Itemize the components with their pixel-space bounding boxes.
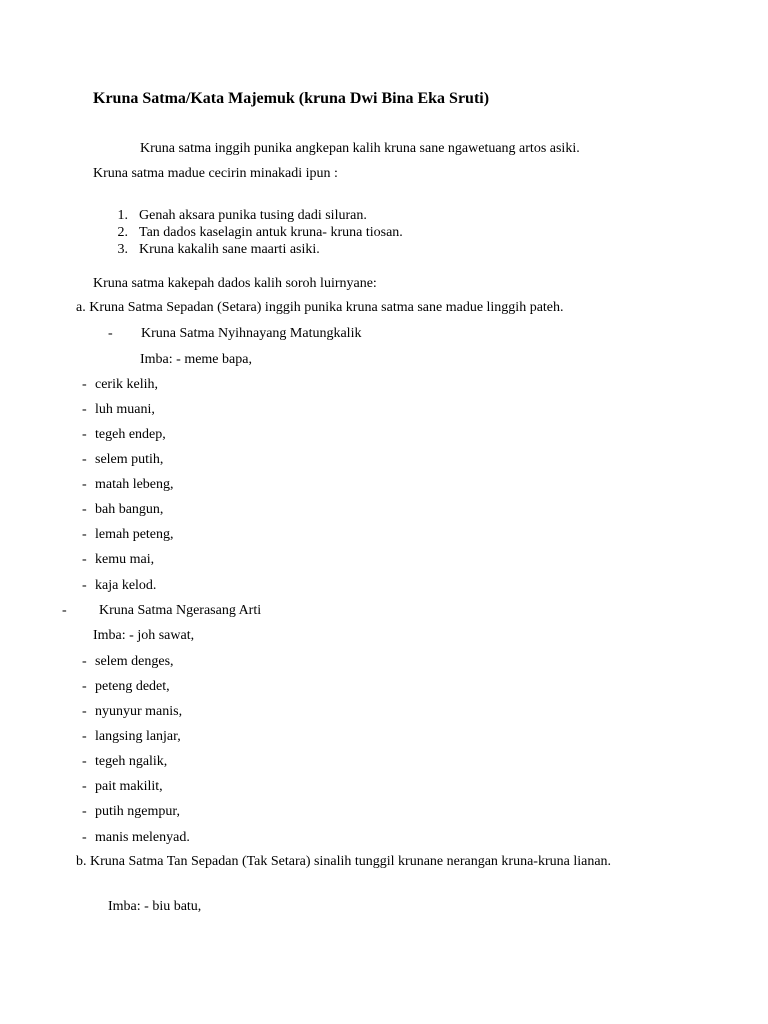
list-item: nyunyur manis, [95, 704, 183, 719]
list-item: pait makilit, [95, 779, 163, 794]
bullet-dash: - [82, 654, 87, 669]
list-number: 3. [117, 242, 128, 257]
list-item: putih ngempur, [95, 804, 180, 819]
list-item: matah lebeng, [95, 477, 174, 492]
list-item: lemah peteng, [95, 527, 174, 542]
list-number: 1. [117, 208, 128, 223]
bullet-dash: - [82, 427, 87, 442]
list-item: Genah aksara punika tusing dadi siluran. [139, 208, 367, 223]
bullet-dash: - [82, 502, 87, 517]
list-item: manis melenyad. [95, 830, 190, 845]
sub2-dash: - [62, 603, 67, 618]
list-item: Tan dados kaselagin antuk kruna- kruna tiosan. [139, 225, 403, 240]
bullet-dash: - [82, 552, 87, 567]
list-item: selem denges, [95, 654, 174, 669]
sub2-example-first: Imba: - joh sawat, [93, 628, 195, 643]
list-item: luh muani, [95, 402, 155, 417]
list-item: kaja kelod. [95, 578, 157, 593]
bullet-dash: - [82, 729, 87, 744]
list-item: Kruna kakalih sane maarti asiki. [139, 242, 320, 257]
bullet-dash: - [82, 830, 87, 845]
intro-paragraph: Kruna satma inggih punika angkepan kalih kruna sane ngawetuang artos asiki. [140, 141, 580, 156]
bullet-dash: - [82, 402, 87, 417]
bullet-dash: - [82, 477, 87, 492]
list-item: selem putih, [95, 452, 164, 467]
bullet-dash: - [82, 679, 87, 694]
bullet-dash: - [82, 804, 87, 819]
bullet-dash: - [82, 704, 87, 719]
section-b-heading: b. Kruna Satma Tan Sepadan (Tak Setara) sinalih tunggil krunane nerangan kruna-kruna lianan. [76, 854, 612, 869]
bullet-dash: - [82, 452, 87, 467]
bullet-dash: - [82, 527, 87, 542]
bullet-dash: - [82, 779, 87, 794]
list-item: peteng dedet, [95, 679, 170, 694]
bullet-dash: - [82, 377, 87, 392]
list-item: tegeh endep, [95, 427, 166, 442]
sub2-heading: Kruna Satma Ngerasang Arti [99, 603, 262, 618]
sub1-dash: - [108, 326, 113, 341]
types-lead: Kruna satma kakepah dados kalih soroh luirnyane: [93, 276, 377, 291]
page-title: Kruna Satma/Kata Majemuk (kruna Dwi Bina Eka Sruti) [93, 90, 490, 107]
list-item: cerik kelih, [95, 377, 158, 392]
list-number: 2. [117, 225, 128, 240]
bullet-dash: - [82, 578, 87, 593]
list-item: langsing lanjar, [95, 729, 181, 744]
sub1-heading: Kruna Satma Nyihnayang Matungkalik [141, 326, 362, 341]
list-item: kemu mai, [95, 552, 155, 567]
section-b-example: Imba: - biu batu, [108, 899, 202, 914]
list-item: bah bangun, [95, 502, 164, 517]
section-a-heading: a. Kruna Satma Sepadan (Setara) inggih punika kruna satma sane madue linggih pateh. [76, 300, 564, 315]
list-item: tegeh ngalik, [95, 754, 168, 769]
bullet-dash: - [82, 754, 87, 769]
features-lead: Kruna satma madue cecirin minakadi ipun : [93, 166, 338, 181]
sub1-example-first: Imba: - meme bapa, [140, 352, 252, 367]
